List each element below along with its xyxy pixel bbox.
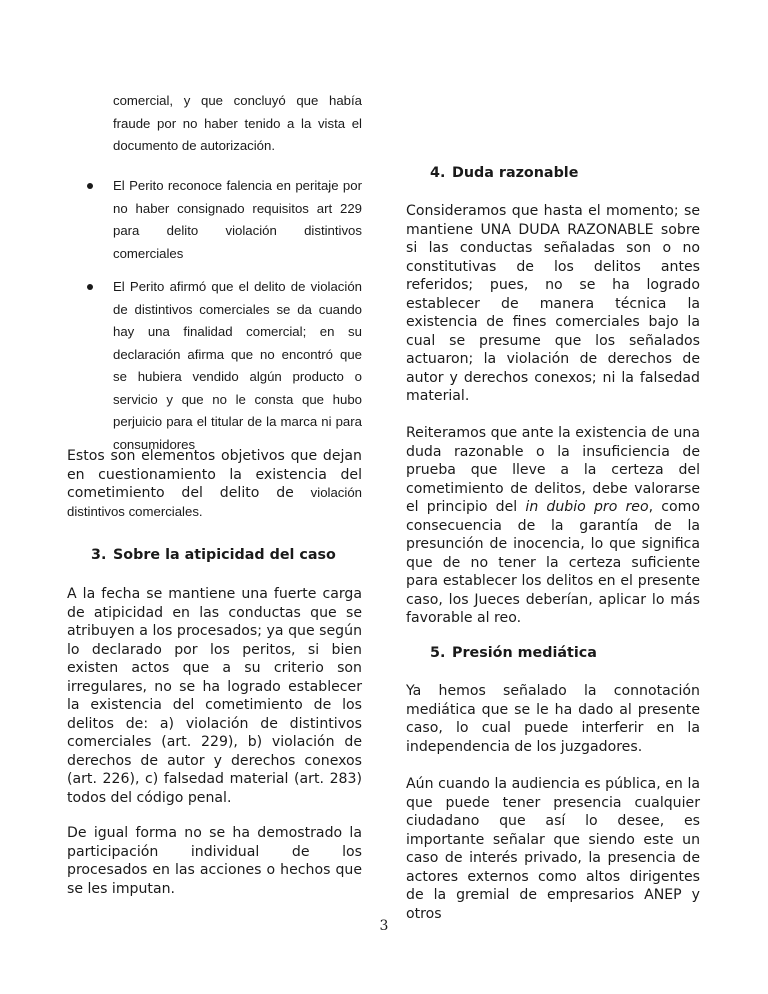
bullet-item: El Perito afirmó que el delito de violación de distintivos comerciales se da cuando hay una finalidad comercial; en su declaración afirma que no encontró que se hubiera vendido algún producto o servicio y que no le consta que hubo perjuicio para el titular de la marca ni para consumidores	[113, 279, 362, 452]
atipicidad-paragraph: A la fecha se mantiene una fuerte carga de atipicidad en las conductas que se atribuyen a los procesados; ya que según lo declarado por los peritos, si bien existen actos que a su criterio son irregulares, no se ha logrado establecer la existencia del cometimiento de los delitos de: a) violación de distintivos comerciales (art. 229), b) violación de derechos de autor y derechos conexos (art. 226), c) falsedad material (art. 283) todos del código penal.	[67, 586, 362, 806]
bullet-item: El Perito reconoce falencia en peritaje por no haber consignado requisitos art 229 para delito violación distintivos comerciales	[113, 178, 362, 261]
bullet-marker	[87, 175, 95, 183]
presion-mediatica-paragraph: Ya hemos señalado la connotación mediática que se le ha dado al presente caso, lo cual puede interferir en la independencia de los juzgadores.	[406, 683, 700, 755]
continuation-paragraph: comercial, y que concluyó que había fraude por no haber tenido a la vista el documento de autorización.	[113, 93, 362, 153]
section-3-number: 3.	[91, 547, 107, 563]
objective-elements-tail: violación distintivos comerciales.	[67, 485, 362, 519]
section-5-heading	[430, 644, 700, 662]
page-number: 3	[379, 918, 389, 934]
section-4-heading	[430, 164, 700, 182]
in-dubio-paragraph	[406, 424, 700, 628]
section-4-title: Duda razonable	[452, 165, 579, 181]
section-3-title: Sobre la atipicidad del caso	[113, 547, 336, 563]
in-dubio-after: , como consecuencia de la garantía de la presunción de inocencia, lo que significa que de no tener la certeza suficiente para establecer los delitos en el presente caso, los Jueces deberían, aplicar lo más favorable al reo.	[406, 499, 700, 626]
bullet-marker	[87, 276, 95, 284]
objective-elements-main: Estos son elementos objetivos que dejan en cuestionamiento la existencia del cometimiento del delito de	[67, 448, 362, 501]
in-dubio-latin: in dubio pro reo	[525, 499, 649, 515]
objective-elements-paragraph	[67, 447, 362, 521]
section-5-number: 5.	[430, 645, 446, 661]
audiencia-publica-paragraph: Aún cuando la audiencia es pública, en la que puede tener presencia cualquier ciudadano que así lo desee, es importante señalar que siendo este un caso de interés privado, la presencia de actores externos como altos dirigentes de la gremial de empresarios ANEP y otros	[406, 776, 700, 922]
in-dubio-before: Reiteramos que ante la existencia de una duda razonable o la insuficiencia de prueba que lleve a la certeza del cometimiento de delitos, debe valorarse el principio del	[406, 425, 700, 515]
section-3-heading	[91, 546, 362, 564]
section-4-number: 4.	[430, 165, 446, 181]
participacion-paragraph: De igual forma no se ha demostrado la participación individual de los procesados en las acciones o hechos que se les imputan.	[67, 825, 362, 897]
duda-razonable-paragraph: Consideramos que hasta el momento; se mantiene UNA DUDA RAZONABLE sobre si las conductas señaladas son o no constitutivas de los delitos antes referidos; pues, no se ha logrado establecer de manera técnica la existencia de fines comerciales bajo la cual se presume que los señalados actuaron; la violación de derechos de autor y derechos conexos; ni la falsedad material.	[406, 203, 700, 404]
section-5-title: Presión mediática	[452, 645, 597, 661]
